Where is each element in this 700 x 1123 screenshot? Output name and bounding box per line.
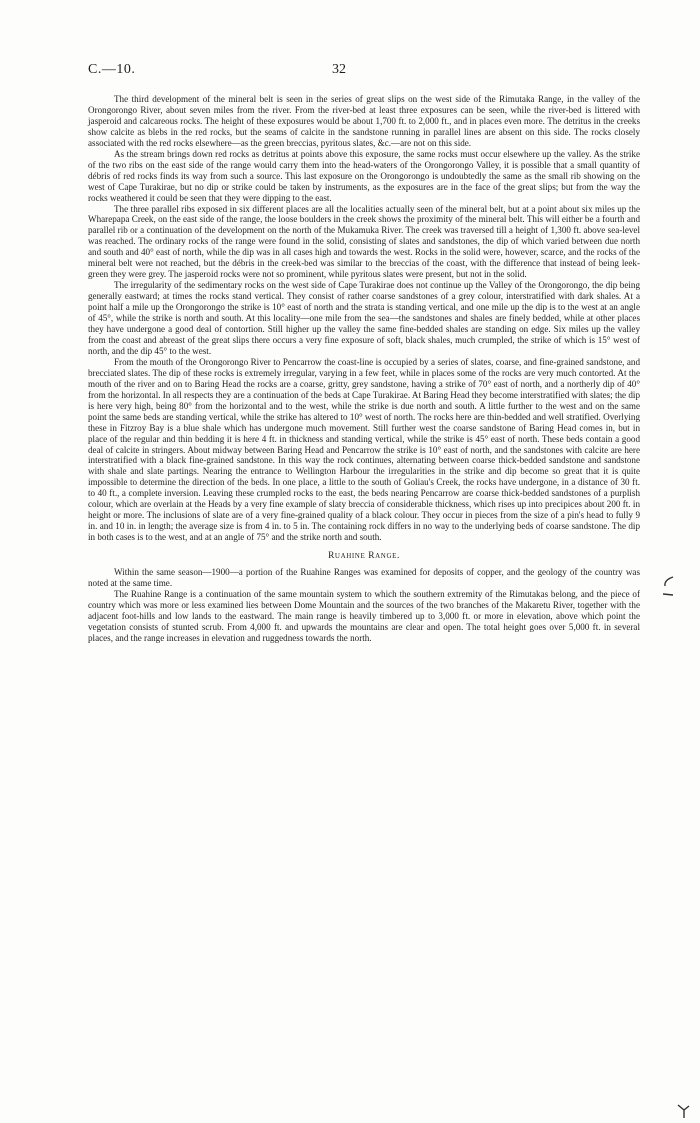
paragraph: The irregularity of the sedimentary rocks on the west side of Cape Turakirae does not continue up the Valley of the Orongorongo, the dip being generally eastward; at times the rocks stand vertical. They consist of rather coarse sandstones of a grey colour, interstratified with dark shales. At a point half a mile up the Orongorongo the strike is 10° east of north and the strata is standing vertical, and one mile up the dip is to the west at an angle of 45°, while the strike is north and south. At this locality—one mile from the sea—the sandstones and shales are finely bedded, while at other places they have undergone a good deal of contortion. Still higher up the valley the same fine-bedded shales are standing on edge. Six miles up the valley from the coast and abreast of the great slips there occurs a very fine exposure of soft, black shales, much crumpled, the strike of which is 15° west of north, and the dip 45° to the west. [88, 280, 640, 356]
page-number: 32 [332, 62, 346, 77]
paragraph: The three parallel ribs exposed in six different places are all the localities actually seen of the mineral belt, but at a point about six miles up the Wharepapa Creek, on the east side of the range, the loose boulders in the creek shows the proximity of the mineral belt. This will either be a fourth and parallel rib or a continuation of the development on the north of the Mukamuka River. The creek was traversed till a height of 1,300 ft. above sea-level was reached. The ordinary rocks of the range were found in the solid, consisting of slates and sandstones, the dip of which varied between due north and south and 40° east of north, while the dip was in all cases high and towards the west. Rocks in the solid were, however, scarce, and the rocks of the mineral belt were not reached, but the débris in the creek-bed was similar to the breccias of the coast, with the difference that instead of being leek-green they were grey. The jasperoid rocks were not so prominent, while pyritous slates were present, but not in the solid. [88, 203, 640, 280]
paragraph: From the mouth of the Orongorongo River to Pencarrow the coast-line is occupied by a series of slates, coarse, and fine-grained sandstone, and brecciated slates. The dip of these rocks is extremely irregular, varying in a few feet, while in places some of the rocks are very much contorted. At the mouth of the river and on to Baring Head the rocks are a coarse, gritty, grey sandstone, having a strike of 70° east of north, and a northerly dip of 40° from the horizontal. In all respects they are a continuation of the beds at Cape Turakirae. At Baring Head they become interstratified with slates; the dip is here very high, being 80° from the horizontal and to the west, while the strike is due north and south. A little further to the west and on the same point the same beds are standing vertical, while the strike has altered to 10° west of north. The rocks here are thin-bedded and well stratified. Overlying these in Fitzroy Bay is a blue shale which has undergone much movement. Still further west the coarse sandstone of Baring Head comes in, but in place of the regular and thin bedding it is here 4 ft. in thickness and standing vertical, while the strike is 45° east of north. These beds contain a good deal of calcite in stringers. About midway between Baring Head and Pencarrow the strike is 10° east of north, and the sandstones with calcite are here interstratified with a black fine-grained sandstone. In this way the rock continues, alternating between coarse thick-bedded sandstone and sandstone with shale and slate partings. Nearing the entrance to Wellington Harbour the irregularities in the strike and dip become so great that it is quite impossible to determine the direction of the beds. In one place, a little to the south of Goliau's Creek, the rocks have undergone, in a distance of 30 ft. to 40 ft., a complete inversion. Leaving these crumpled rocks to the east, the beds nearing Pencarrow are coarse thick-bedded sandstones of a purplish colour, which are overlain at the Heads by a very fine example of slaty breccia of considerable thickness, which rises up into precipices about 200 ft. in height or more. The inclusions of slate are of a very fine-grained quality of a black colour. They occur in pieces from the size of a pin's head to fully 9 in. and 10 in. in length; the average size is from 4 in. to 5 in. The containing rock differs in no way to the underlying beds of coarse sandstone. The dip in both cases is to the west, and at an angle of 75° and the strike north and south. [88, 356, 640, 543]
paragraph: The Ruahine Range is a continuation of the same mountain system to which the southern extremity of the Rimutakas belong, and the piece of country which was more or less examined lies between Dome Mountain and the sources of the two branches of the Makaretu River, together with the adjacent foot-hills and low lands to the eastward. The main range is heavily timbered up to 3,000 ft. or more in elevation, above which point the vegetation consists of stunted scrub. From 4,000 ft. and upwards the mountains are clear and open. The total height goes over 5,000 ft. in several places, and the range increases in elevation and ruggedness towards the north. [88, 588, 640, 643]
page-header [88, 62, 640, 82]
section-heading: Ruahine Range. [328, 551, 400, 562]
paragraph: The third development of the mineral belt is seen in the series of great slips on the west side of the Rimutaka Range, in the valley of the Orongorongo River, about seven miles from the river. From the river-bed at least three exposures can be seen, while the river-bed is littered with jasperoid and calcareous rocks. The height of these exposures would be about 1,700 ft. to 2,000 ft., and in places even more. The detritus in the creeks show calcite as blebs in the red rocks, but the seams of calcite in the sandstone running in parallel lines are absent on this side. The rocks closely associated with the red rocks elsewhere—as the green breccias, pyritous slates, &c.—are not on this side. [88, 94, 640, 148]
margin-mark-icon [676, 1101, 692, 1119]
document-code: C.—10. [88, 62, 136, 77]
margin-mark-icon [661, 574, 675, 598]
body-text [88, 94, 640, 644]
paragraph: As the stream brings down red rocks as detritus at points above this exposure, the same rocks must occur elsewhere up the valley. As the strike of the two ribs on the east side of the range would carry them into the head-waters of the Orongorongo Valley, it is possible that a small quantity of débris of red rocks finds its way from such a source. This last exposure on the Orongorongo is undoubtedly the same as the small rib showing on the west of Cape Turakirae, but no dip or strike could be taken by instruments, as the exposures are in the face of the great slips; but from the way the rocks weathered it could be seen that they were dipping to the east. [88, 148, 640, 203]
paragraph: Within the same season—1900—a portion of the Ruahine Ranges was examined for deposits of copper, and the geology of the country was noted at the same time. [88, 567, 640, 588]
